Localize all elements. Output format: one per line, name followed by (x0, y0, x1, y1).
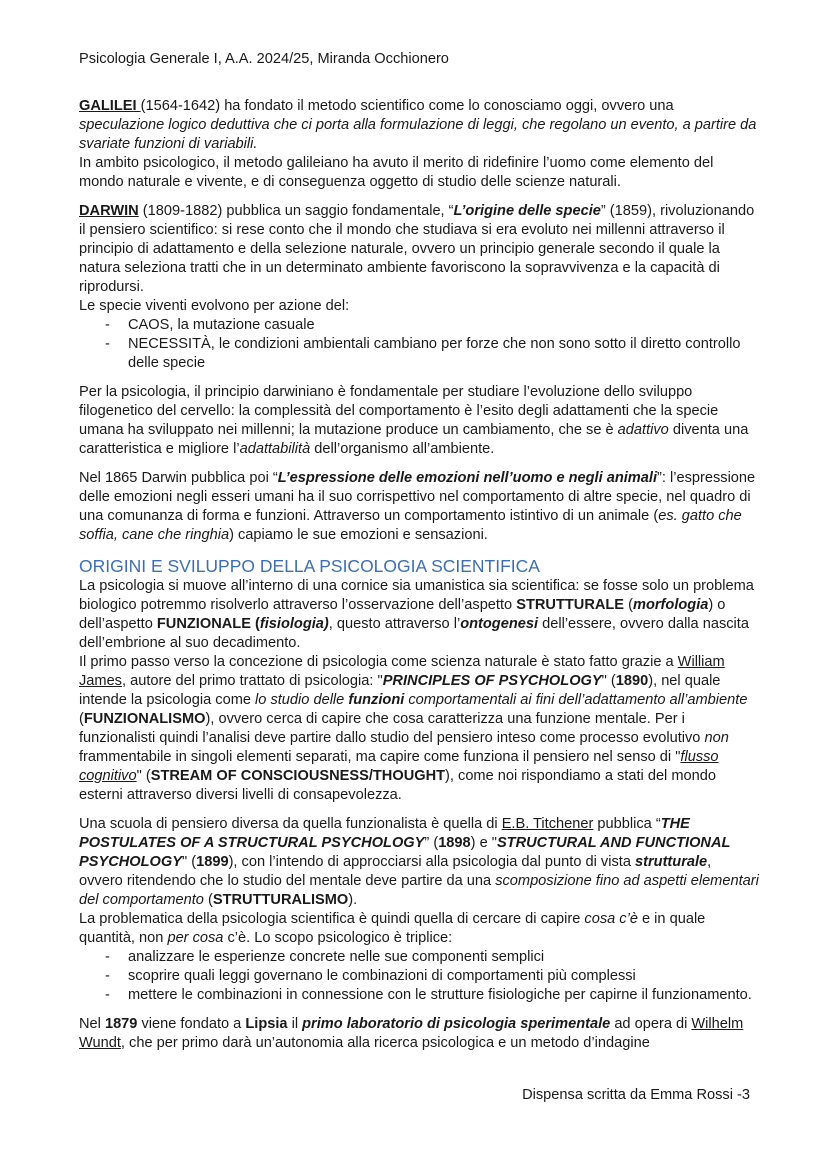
expression-book-title: L’espressione delle emozioni nell’uomo e negli animali (277, 470, 658, 486)
wundt-name: Wilhelm Wundt (79, 1016, 744, 1051)
page-footer: Dispensa scritta da Emma Rossi -3 (522, 1087, 750, 1103)
list-item: - analizzare le esperienze concrete nelle sue componenti semplici (79, 948, 759, 967)
titchener-section: Una scuola di pensiero diversa da quella funzionalista è quella di E.B. Titchener pubblica “THE POSTULATES OF A STRUCTURAL PSYCHOLOGY” (1898) e "STRUCTURAL AND FUNCTIONAL PSYCHOLOGY" (1899), con l’intendo di approcciarsi alla psicologia dal punto di vista strutturale, ovvero ritendendo che lo studio del mentale deve partire da una scomposizione fino ad aspetti elementari del comportamento (STRUTTURALISMO). La problematica della psicologia scientifica è quindi quella di cercare di capire cosa c’è e in quale quantità, non per cosa c’è. Lo scopo psicologico è triplice: - analizzare le esperienze concrete nelle sue componenti semplici - scoprire quali leggi governano le combinazioni di comportamenti più complessi - mettere le combinazioni in connessione con le strutture fisiologiche per capirne il funzionamento. (79, 815, 759, 1005)
expression-paragraph: Nel 1865 Darwin pubblica poi “L’espressione delle emozioni nell’uomo e negli animali”: l’espressione delle emozioni negli esseri umani ha il suo corrispettivo nel comportamento di altre specie, nel quadro di una comunanza di forma e funzioni. Attraverso un comportamento istintivo di un animale (es. gatto che soffia, cane che ringhia) capiamo le sue emozioni e sensazioni. (79, 470, 756, 543)
list-item: - scoprire quali leggi governano le combinazioni di comportamenti più complessi (79, 967, 759, 986)
wundt-paragraph: Nel 1879 viene fondato a Lipsia il primo laboratorio di psicologia sperimentale ad opera di Wilhelm Wundt, che per primo darà un’autonomia alla ricerca psicologica e un metodo d’indagine (79, 1016, 744, 1051)
document-body (79, 97, 759, 1053)
list-item: - NECESSITÀ, le condizioni ambientali cambiano per forze che non sono sotto il diretto controllo delle specie (79, 335, 759, 373)
list-item: - CAOS, la mutazione casuale (79, 316, 759, 335)
darwin-book-title: L’origine delle specie (453, 203, 601, 219)
galilei-section: GALILEI (1564-1642) ha fondato il metodo scientifico come lo conosciamo oggi, ovvero una speculazione logico deduttiva che ci porta alla formulazione di leggi, che regolano un evento, a partire da svariate funzioni di variabili. In ambito psicologico, il metodo galileiano ha avuto il merito di ridefinire l’uomo come elemento del mondo naturale e vivente, e di conseguenza oggetto di studio delle scienze naturali. (79, 98, 757, 190)
section-heading: ORIGINI E SVILUPPO DELLA PSICOLOGIA SCIENTIFICA (79, 556, 540, 576)
james-book-title: PRINCIPLES OF PSYCHOLOGY (382, 673, 602, 689)
psy-principle-paragraph: Per la psicologia, il principio darwiniano è fondamentale per studiare l’evoluzione dello sviluppo filogenetico del cervello: la complessità del comportamento è l’esito degli adattamenti che la specie umana ha sviluppato nei millenni; la mutazione produce un cambiamento, che se è adattivo diventa una caratteristica e migliore l’adattabilità dell’organismo all’ambiente. (79, 384, 749, 457)
darwin-name: DARWIN (79, 203, 139, 219)
titchener-list (79, 948, 759, 1005)
galilei-name: GALILEI (79, 98, 141, 114)
darwin-section: DARWIN (1809-1882) pubblica un saggio fondamentale, “L’origine delle specie” (1859), rivoluzionando il pensiero scientifico: si rese conto che il mondo che studiava si era evoluto nei millenni attraverso il principio di adattamento e della selezione naturale, ovvero un principio generale secondo il quale la natura seleziona tratti che in un determinato ambiente favoriscono la sopravvivenza e la capacità di riprodursi. Le specie viventi evolvono per azione del: - CAOS, la mutazione casuale - NECESSITÀ, le condizioni ambientali cambiano per forze che non sono sotto il diretto controllo delle specie (79, 202, 759, 373)
titchener-name: E.B. Titchener (501, 816, 594, 832)
list-item: - mettere le combinazioni in connessione con le strutture fisiologiche per capirne il funzionamento. (79, 986, 759, 1005)
origins-section: La psicologia si muove all’interno di una cornice sia umanistica sia scientifica: se fosse solo un problema biologico potremmo risolverlo attraverso l’osservazione dell’aspetto STRUTTURALE (morfologia) o dell’aspetto FUNZIONALE (fisiologia), questo attraverso l’ontogenesi dell’essere, ovvero dalla nascita dell’embrione al suo decadimento. Il primo passo verso la concezione di psicologia come scienza naturale è stato fatto grazie a William James, autore del primo trattato di psicologia: "PRINCIPLES OF PSYCHOLOGY" (1890), nel quale intende la psicologia come lo studio delle funzioni comportamentali ai fini dell’adattamento all’ambiente (FUNZIONALISMO), ovvero cerca di capire che cosa caratterizza una funzione mentale. Per i funzionalisti quindi l’analisi deve partire dallo studio del pensiero inteso come processo evolutivo non frammentabile in singoli elementi separati, ma capire come funziona il pensiero nel senso di "flusso cognitivo" (STREAM OF CONSCIOUSNESS/THOUGHT), come noi rispondiamo a stati del mondo esterni attraverso diversi livelli di consapevolezza. (79, 578, 754, 803)
darwin-list (79, 316, 759, 373)
page-header: Psicologia Generale I, A.A. 2024/25, Miranda Occhionero (79, 51, 449, 67)
william-james-name: William James (79, 654, 725, 689)
